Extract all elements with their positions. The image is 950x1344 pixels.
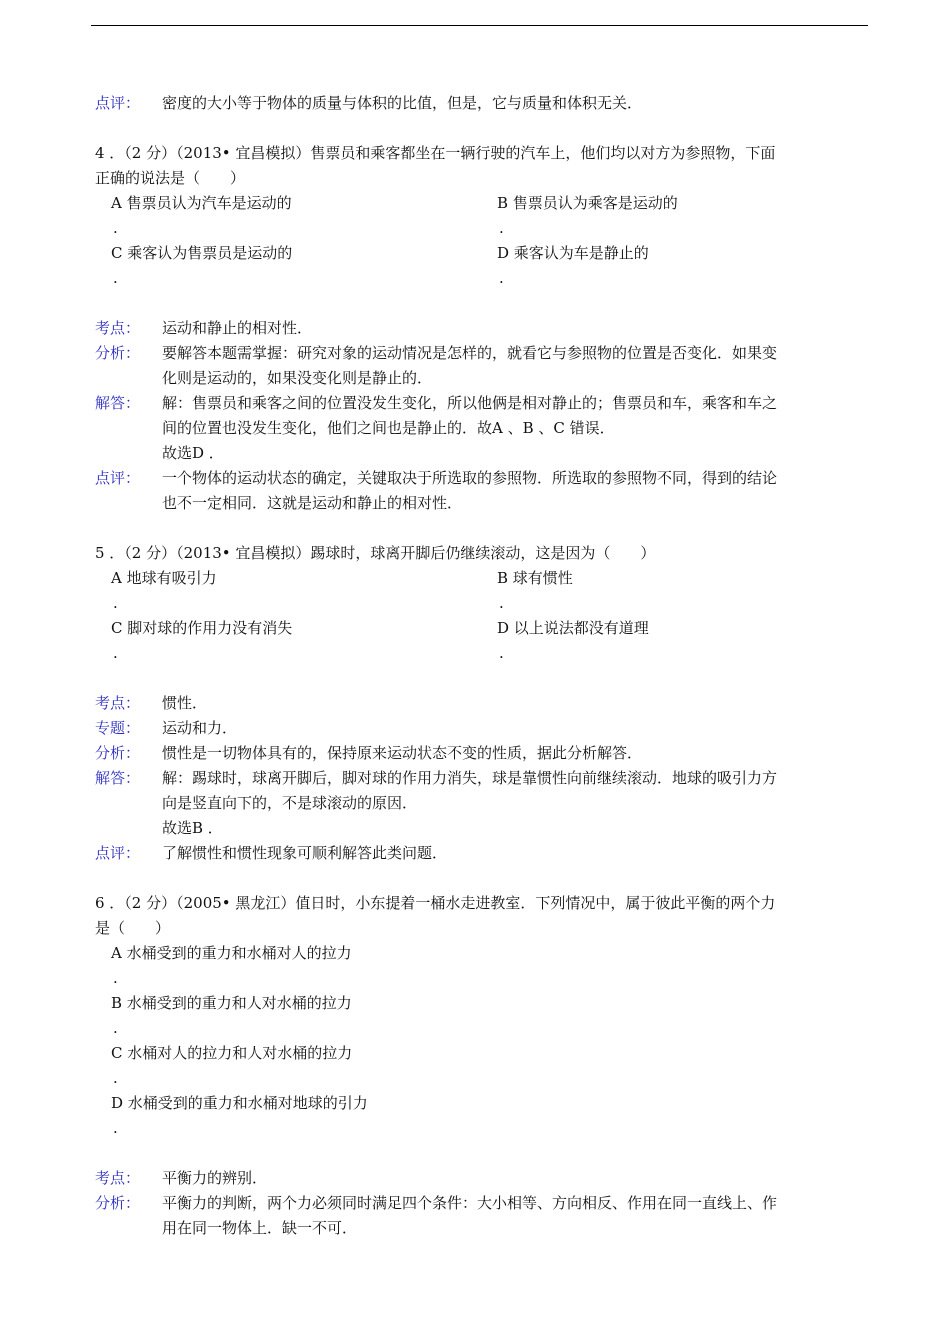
- q4-option-d-dot: .: [499, 269, 504, 287]
- q5-fenxi-text: 惯性是一切物体具有的，保持原来运动状态不变的性质，据此分析解答．: [162, 744, 643, 762]
- q6-kaodian-text: 平衡力的辨别．: [162, 1169, 268, 1187]
- q6-option-c: C 水桶对人的拉力和人对水桶的拉力: [111, 1044, 353, 1062]
- q4-option-a-dot: .: [113, 219, 118, 237]
- question-5-stem: 5 ．（2 分）（2013• 宜昌模拟）踢球时，球离开脚后仍继续滚动，这是因为（ ）: [95, 544, 656, 562]
- q5-option-a: A 地球有吸引力: [111, 569, 217, 587]
- q6-kaodian-label: 考点：: [95, 1169, 141, 1187]
- q5-jieda-text: 解：踢球时，球离开脚后，脚对球的作用力消失，球是靠惯性向前继续滚动．地球的吸引力方 向是竖直向下的，不是球滚动的原因． 故选B ．: [162, 769, 778, 837]
- intro-review-label: 点评：: [95, 94, 141, 112]
- q6-option-d-dot: .: [113, 1119, 118, 1137]
- q6-fenxi-label: 分析：: [95, 1194, 141, 1212]
- q4-jieda-text: 解：售票员和乘客之间的位置没发生变化，所以他俩是相对静止的；售票员和车，乘客和车之 间的位置也没发生变化，他们之间也是静止的．故A 、B 、C 错误． 故选D ．: [162, 394, 778, 462]
- q4-option-d: D 乘客认为车是静止的: [497, 244, 649, 262]
- q4-option-b-dot: .: [499, 219, 504, 237]
- q4-fenxi-label: 分析：: [95, 344, 141, 362]
- q5-dianping-text: 了解惯性和惯性现象可顺利解答此类问题．: [162, 844, 448, 862]
- q5-option-c: C 脚对球的作用力没有消失: [111, 619, 293, 637]
- q6-option-a: A 水桶受到的重力和水桶对人的拉力: [111, 944, 352, 962]
- q5-option-a-dot: .: [113, 594, 118, 612]
- q4-option-c-dot: .: [113, 269, 118, 287]
- q4-kaodian-label: 考点：: [95, 319, 141, 337]
- question-4-stem: 4 ．（2 分）（2013• 宜昌模拟）售票员和乘客都坐在一辆行驶的汽车上，他们均以对方为参照物，下面 正确的说法是（ ）: [95, 144, 776, 187]
- q6-option-a-dot: .: [113, 969, 118, 987]
- intro-review-text: 密度的大小等于物体的质量与体积的比值，但是，它与质量和体积无关．: [162, 94, 643, 112]
- q5-zhuanti-text: 运动和力．: [162, 719, 238, 737]
- q4-kaodian-text: 运动和静止的相对性．: [162, 319, 313, 337]
- q4-fenxi-text: 要解答本题需掌握：研究对象的运动情况是怎样的，就看它与参照物的位置是否变化．如果变 化则是运动的，如果没变化则是静止的．: [162, 344, 778, 387]
- q4-option-b: B 售票员认为乘客是运动的: [497, 194, 678, 212]
- q4-jieda-label: 解答：: [95, 394, 141, 412]
- q5-zhuanti-label: 专题：: [95, 719, 141, 737]
- q5-option-d: D 以上说法都没有道理: [497, 619, 649, 637]
- q4-option-c: C 乘客认为售票员是运动的: [111, 244, 293, 262]
- q4-dianping-text: 一个物体的运动状态的确定，关键取决于所选取的参照物．所选取的参照物不同，得到的结论 也不一定相同．这就是运动和静止的相对性．: [162, 469, 778, 512]
- q5-kaodian-text: 惯性．: [162, 694, 208, 712]
- q5-jieda-label: 解答：: [95, 769, 141, 787]
- q5-dianping-label: 点评：: [95, 844, 141, 862]
- q5-fenxi-label: 分析：: [95, 744, 141, 762]
- q6-option-d: D 水桶受到的重力和水桶对地球的引力: [111, 1094, 368, 1112]
- q5-option-b: B 球有惯性: [497, 569, 573, 587]
- q6-option-c-dot: .: [113, 1069, 118, 1087]
- q4-option-a: A 售票员认为汽车是运动的: [111, 194, 292, 212]
- q5-option-b-dot: .: [499, 594, 504, 612]
- question-6-stem: 6 ．（2 分）（2005• 黑龙江）值日时，小东提着一桶水走进教室．下列情况中，属于彼此平衡的两个力 是（ ）: [95, 894, 776, 937]
- q5-option-c-dot: .: [113, 644, 118, 662]
- header-rule: [91, 25, 868, 26]
- q5-option-d-dot: .: [499, 644, 504, 662]
- q6-option-b-dot: .: [113, 1019, 118, 1037]
- q6-fenxi-text: 平衡力的判断，两个力必须同时满足四个条件：大小相等、方向相反、作用在同一直线上、作 用在同一物体上．缺一不可．: [162, 1194, 778, 1237]
- q6-option-b: B 水桶受到的重力和人对水桶的拉力: [111, 994, 352, 1012]
- q4-dianping-label: 点评：: [95, 469, 141, 487]
- q5-kaodian-label: 考点：: [95, 694, 141, 712]
